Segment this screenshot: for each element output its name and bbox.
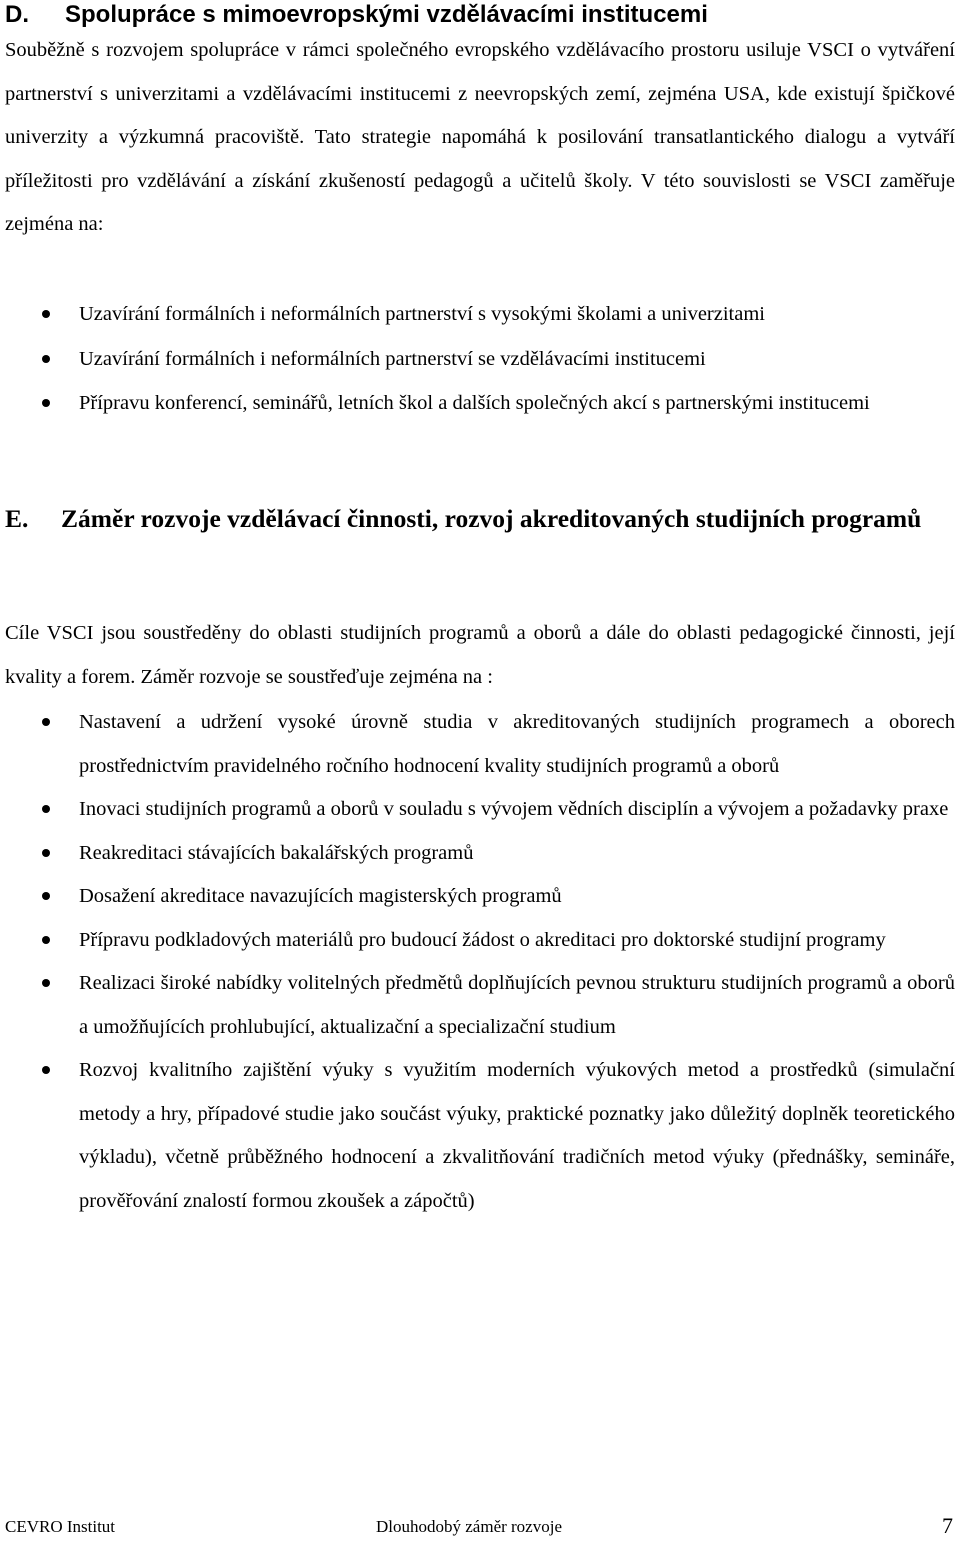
footer-institution: CEVRO Institut bbox=[5, 1517, 116, 1536]
list-item: Uzavírání formálních i neformálních partnerství se vzdělávacími institucemi bbox=[5, 338, 955, 382]
section-d-title: Spolupráce s mimoevropskými vzdělávacími institucemi bbox=[65, 1, 708, 28]
section-e-title: Záměr rozvoje vzdělávací činnosti, rozvoj akreditovaných studijních programů bbox=[61, 504, 922, 533]
section-d-list bbox=[5, 293, 955, 427]
section-e-intro: Cíle VSCI jsou soustředěny do oblasti studijních programů a oborů a dále do oblasti pedagogické činnosti, její kvality a forem. Záměr rozvoje se soustřeďuje zejména na : bbox=[5, 622, 955, 688]
list-item: Nastavení a udržení vysoké úrovně studia v akreditovaných studijních programech a oborech prostřednictvím pravidelného ročního hodnocení kvality studijních programů a oborů bbox=[5, 701, 955, 788]
list-item: Inovaci studijních programů a oborů v souladu s vývojem vědních disciplín a vývojem a požadavky praxe bbox=[5, 788, 955, 832]
list-item: Přípravu konferencí, seminářů, letních škol a dalších společných akcí s partnerskými institucemi bbox=[5, 382, 955, 426]
section-e-number: E. bbox=[5, 504, 29, 533]
list-item: Přípravu podkladových materiálů pro budoucí žádost o akreditaci pro doktorské studijní programy bbox=[5, 919, 955, 963]
section-e-list bbox=[5, 701, 955, 1223]
section-d-heading bbox=[5, 0, 708, 30]
list-item: Uzavírání formálních i neformálních partnerství s vysokými školami a univerzitami bbox=[5, 293, 955, 337]
section-d-number: D. bbox=[5, 1, 29, 28]
list-item: Dosažení akreditace navazujících magisterských programů bbox=[5, 875, 955, 919]
page-number: 7 bbox=[942, 1513, 953, 1538]
list-item: Reakreditaci stávajících bakalářských programů bbox=[5, 832, 955, 876]
section-e-heading bbox=[5, 504, 955, 534]
list-item: Realizaci široké nabídky volitelných předmětů doplňujících pevnou strukturu studijních programů a oborů a umožňujících prohlubující, aktualizační a specializační studium bbox=[5, 962, 955, 1049]
footer-document-title: Dlouhodobý záměr rozvoje bbox=[376, 1517, 562, 1536]
section-d-intro: Souběžně s rozvojem spolupráce v rámci společného evropského vzdělávacího prostoru usiluje VSCI o vytváření partnerství s univerzitami a vzdělávacími institucemi z neevropských zemí, zejména USA, kde existují špičkové univerzity a výzkumná pracoviště. Tato strategie napomáhá k posilování transatlantického dialogu a vytváří příležitosti pro vzdělávání a získání zkušeností pedagogů a učitelů školy. V této souvislosti se VSCI zaměřuje zejména na: bbox=[5, 39, 955, 235]
list-item: Rozvoj kvalitního zajištění výuky s využitím moderních výukových metod a prostředků (simulační metody a hry, případové studie jako součást výuky, praktické poznatky jako důležitý doplněk teoretického výkladu), včetně průběžného hodnocení a zkvalitňování tradičních metod výuky (přednášky, semináře, prověřování znalostí formou zkoušek a zápočtů) bbox=[5, 1049, 955, 1223]
